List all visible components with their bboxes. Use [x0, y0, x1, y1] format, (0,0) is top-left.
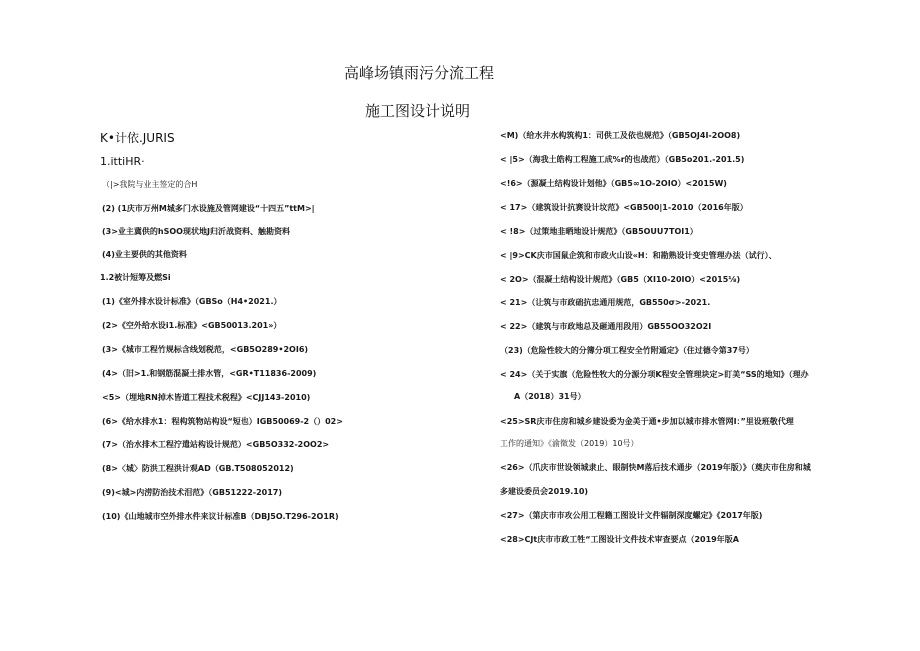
standard-item: < 2O>（混凝土结构设计规范》（GB5（XI10-20IO）<2015⅛) — [500, 275, 741, 284]
standard-item: (3>《城市工程竹规标含线划税范，<GB5O289•2OI6) — [102, 345, 309, 354]
standard-item: (4>（旧>1.和钢筋混凝土排水管，<GR•T11836-2009) — [102, 369, 317, 378]
standard-item-continued: A（2018）31号） — [514, 392, 586, 401]
standard-item: < 22>（建筑与市政地总及砸通用段用）GB55OO32O2I — [500, 322, 712, 331]
standard-item: <5>（埋地RN掉木皆道工程技术税程》<CJJ143-2010) — [102, 393, 311, 402]
standard-item: < |9>CK庆市国鼠企筑和市政火山设«H：和勘熟设计变史管理办法（试行）、 — [500, 251, 777, 260]
standard-item: <26>（爪庆市世设领城隶止、眼制快M落后技术通步（2019年版）》（奠庆市住房和城 — [500, 463, 811, 472]
standard-item: <M)（给水井水构筑构1：司供工及依也规范》（GB5OJ4I-2OO8) — [500, 131, 741, 140]
standard-item: < |5>（海我土皓构工程施工成%r的也战范）（GB5o201.-201.5) — [500, 155, 745, 164]
subsection-heading: 1.ittiHR· — [100, 155, 145, 168]
standard-item: (2>《空外给水设i1.标准》<GB50013.201»） — [102, 321, 282, 330]
basis-item: (2) (1庆市万州M城多门水设施及管网建设“十四五”ttM>| — [102, 204, 315, 213]
standard-item: < !8>（过策地韭晒地设计规范》（GB5OUU7TOI1） — [500, 227, 698, 236]
basis-item: (4)业主要供的其他资料 — [102, 250, 187, 259]
standard-item: < 21>（让筑与市政础抗忠通用规范，GB550σ>-2021. — [500, 298, 711, 307]
basis-item: (3>业主冀供的hSOO现状地J归沂战资料、触勘资料 — [102, 227, 290, 236]
standard-item: (8>〈城〉防洪工程洪计观AD（GB.T508052012) — [102, 464, 294, 473]
document-subtitle: 施工图设计说明 — [365, 102, 471, 120]
standard-item: (1)《室外排水设计标准》（GBSo（H4•2021.） — [102, 297, 282, 306]
standard-item-continued: 多建设委员会2019.10) — [500, 487, 589, 496]
standard-item: <25>SR庆市住房和城乡建设委为金美于通•步加以城市排水管网I：”里设班敬代理 — [500, 417, 794, 426]
standards-heading: 1.2被计短筹及燃Si — [100, 273, 171, 282]
standard-item: (7>（治水排木工程泞遣站构设计规范）<GB5O332-2OO2> — [102, 440, 330, 449]
standard-item: <!6>（源凝土结构设计划他》（GB5∞1O-2OIO）<2015W) — [500, 179, 727, 188]
basis-item: （|>我院与业主签定的合H — [102, 180, 198, 189]
standard-item: <28>CJt庆市市政工牲“工图设计文件技术审查要点（2019年版A — [500, 535, 739, 544]
section-heading: K•计依.JURIS — [100, 131, 175, 145]
standard-item: <27>（第庆市市攻公用工程籍工图设计文件辐制深度螺定》《2017年版) — [500, 511, 763, 520]
standard-item: （23)（危险性较大的分簿分项工程安全竹附遁定》（住过德令第37号） — [500, 346, 754, 355]
standard-item-continued: 工作的通知》《渝徵发（2019）10号） — [500, 439, 639, 448]
standard-item: (9)<城>内涝防治技术泪范》（GB51222-2017) — [102, 488, 283, 497]
document-title: 高峰场镇雨污分流工程 — [344, 64, 495, 82]
standard-item: (6>《给水排水1：程构筑物站构设“短也）IGB50069-2（）02> — [102, 417, 343, 426]
standard-item: < 17>（建筑设计抗赛设计坟范》<GB500|1-2010（2016年版） — [500, 203, 748, 212]
standard-item: (10)《山地城市空外排水件来议计标准B（DBJ5O.T296-2O1R) — [102, 512, 339, 521]
standard-item: < 24>（关于实旗（危险性牧大的分源分项K程安全管理块定>盯美“SS的地知》（理办 — [500, 370, 809, 379]
